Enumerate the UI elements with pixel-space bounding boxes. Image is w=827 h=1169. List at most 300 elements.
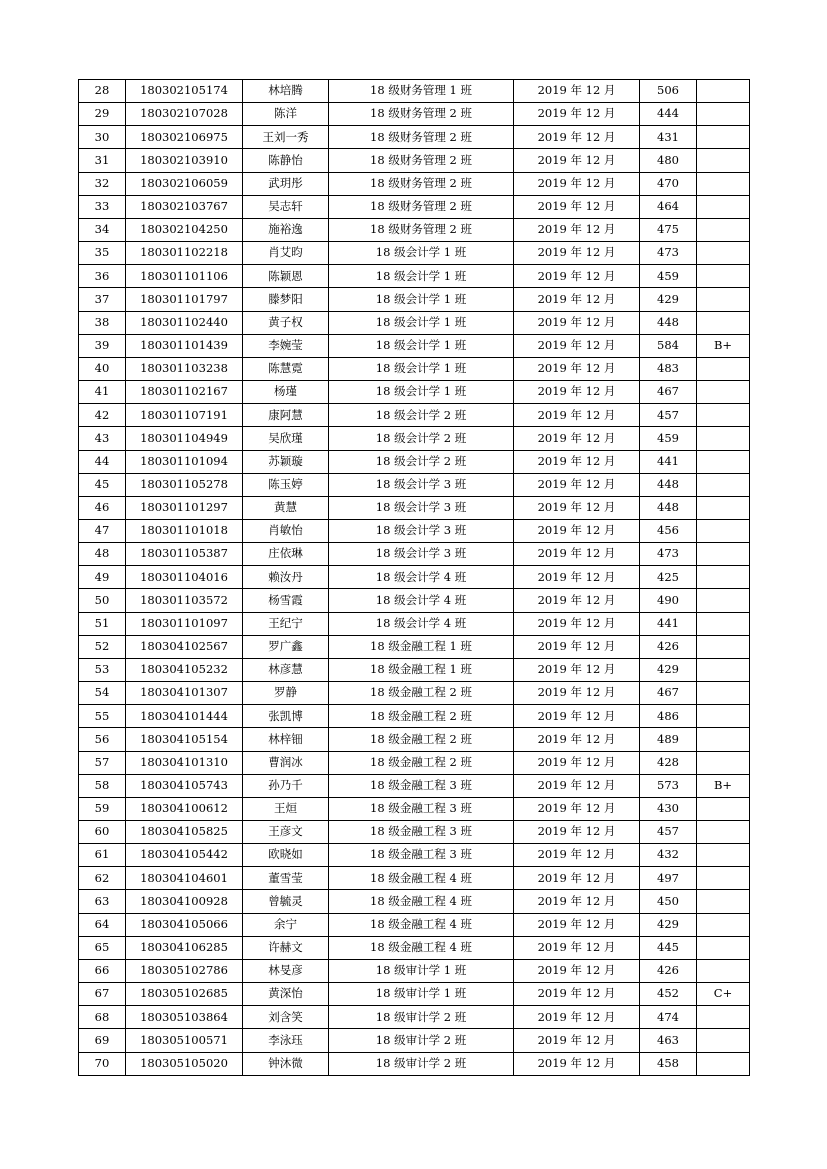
score-cell: 467 bbox=[640, 682, 697, 705]
grade-cell bbox=[697, 728, 750, 751]
student-id-cell: 180302105174 bbox=[126, 80, 243, 103]
score-cell: 506 bbox=[640, 80, 697, 103]
class-name-cell: 18 级金融工程 1 班 bbox=[329, 658, 514, 681]
student-id-cell: 180301104949 bbox=[126, 427, 243, 450]
table-row bbox=[79, 80, 750, 103]
class-name-cell: 18 级金融工程 3 班 bbox=[329, 774, 514, 797]
class-name-cell: 18 级审计学 1 班 bbox=[329, 983, 514, 1006]
class-name-cell: 18 级会计学 3 班 bbox=[329, 496, 514, 519]
row-number-cell: 48 bbox=[79, 543, 126, 566]
row-number-cell: 30 bbox=[79, 126, 126, 149]
class-name-cell: 18 级会计学 1 班 bbox=[329, 265, 514, 288]
student-id-cell: 180302103767 bbox=[126, 195, 243, 218]
row-number-cell: 46 bbox=[79, 496, 126, 519]
class-name-cell: 18 级会计学 1 班 bbox=[329, 242, 514, 265]
row-number-cell: 63 bbox=[79, 890, 126, 913]
score-cell: 473 bbox=[640, 543, 697, 566]
student-name-cell: 林培腾 bbox=[243, 80, 329, 103]
exam-date-cell: 2019 年 12 月 bbox=[514, 705, 640, 728]
table-row bbox=[79, 658, 750, 681]
student-id-cell: 180304105232 bbox=[126, 658, 243, 681]
exam-date-cell: 2019 年 12 月 bbox=[514, 149, 640, 172]
score-cell: 441 bbox=[640, 612, 697, 635]
grade-cell bbox=[697, 844, 750, 867]
score-cell: 444 bbox=[640, 103, 697, 126]
score-cell: 457 bbox=[640, 404, 697, 427]
student-name-cell: 林梓钿 bbox=[243, 728, 329, 751]
class-name-cell: 18 级会计学 2 班 bbox=[329, 427, 514, 450]
row-number-cell: 50 bbox=[79, 589, 126, 612]
row-number-cell: 45 bbox=[79, 473, 126, 496]
table-row bbox=[79, 288, 750, 311]
exam-date-cell: 2019 年 12 月 bbox=[514, 1029, 640, 1052]
row-number-cell: 34 bbox=[79, 218, 126, 241]
score-cell: 441 bbox=[640, 450, 697, 473]
exam-date-cell: 2019 年 12 月 bbox=[514, 103, 640, 126]
exam-date-cell: 2019 年 12 月 bbox=[514, 890, 640, 913]
row-number-cell: 58 bbox=[79, 774, 126, 797]
score-cell: 483 bbox=[640, 357, 697, 380]
score-cell: 429 bbox=[640, 658, 697, 681]
grade-cell bbox=[697, 126, 750, 149]
row-number-cell: 56 bbox=[79, 728, 126, 751]
grade-cell bbox=[697, 890, 750, 913]
class-name-cell: 18 级会计学 3 班 bbox=[329, 473, 514, 496]
table-row bbox=[79, 1052, 750, 1075]
grade-cell bbox=[697, 959, 750, 982]
student-name-cell: 赖汝丹 bbox=[243, 566, 329, 589]
student-id-cell: 180304101310 bbox=[126, 751, 243, 774]
exam-date-cell: 2019 年 12 月 bbox=[514, 450, 640, 473]
table-row bbox=[79, 821, 750, 844]
class-name-cell: 18 级审计学 1 班 bbox=[329, 959, 514, 982]
student-name-cell: 张凯博 bbox=[243, 705, 329, 728]
score-cell: 448 bbox=[640, 311, 697, 334]
grade-cell bbox=[697, 658, 750, 681]
class-name-cell: 18 级会计学 4 班 bbox=[329, 566, 514, 589]
grade-cell bbox=[697, 705, 750, 728]
score-cell: 429 bbox=[640, 288, 697, 311]
table-row bbox=[79, 959, 750, 982]
class-name-cell: 18 级会计学 1 班 bbox=[329, 357, 514, 380]
student-id-cell: 180304105442 bbox=[126, 844, 243, 867]
student-id-cell: 180302103910 bbox=[126, 149, 243, 172]
student-name-cell: 陈玉婷 bbox=[243, 473, 329, 496]
table-body bbox=[79, 80, 750, 1076]
exam-date-cell: 2019 年 12 月 bbox=[514, 519, 640, 542]
student-id-cell: 180305105020 bbox=[126, 1052, 243, 1075]
exam-date-cell: 2019 年 12 月 bbox=[514, 913, 640, 936]
table-row bbox=[79, 195, 750, 218]
score-cell: 448 bbox=[640, 496, 697, 519]
table-row bbox=[79, 751, 750, 774]
student-id-cell: 180304105743 bbox=[126, 774, 243, 797]
row-number-cell: 36 bbox=[79, 265, 126, 288]
student-id-cell: 180304105154 bbox=[126, 728, 243, 751]
exam-date-cell: 2019 年 12 月 bbox=[514, 404, 640, 427]
row-number-cell: 54 bbox=[79, 682, 126, 705]
row-number-cell: 70 bbox=[79, 1052, 126, 1075]
row-number-cell: 41 bbox=[79, 381, 126, 404]
table-row bbox=[79, 103, 750, 126]
exam-date-cell: 2019 年 12 月 bbox=[514, 1052, 640, 1075]
score-cell: 459 bbox=[640, 265, 697, 288]
row-number-cell: 35 bbox=[79, 242, 126, 265]
exam-date-cell: 2019 年 12 月 bbox=[514, 821, 640, 844]
class-name-cell: 18 级财务管理 1 班 bbox=[329, 80, 514, 103]
student-name-cell: 林旻彦 bbox=[243, 959, 329, 982]
student-id-cell: 180302104250 bbox=[126, 218, 243, 241]
row-number-cell: 66 bbox=[79, 959, 126, 982]
row-number-cell: 32 bbox=[79, 172, 126, 195]
student-id-cell: 180301101439 bbox=[126, 334, 243, 357]
grade-cell bbox=[697, 242, 750, 265]
row-number-cell: 57 bbox=[79, 751, 126, 774]
exam-date-cell: 2019 年 12 月 bbox=[514, 983, 640, 1006]
class-name-cell: 18 级会计学 2 班 bbox=[329, 404, 514, 427]
table-row bbox=[79, 867, 750, 890]
student-id-cell: 180305103864 bbox=[126, 1006, 243, 1029]
exam-date-cell: 2019 年 12 月 bbox=[514, 658, 640, 681]
grade-cell bbox=[697, 381, 750, 404]
grade-cell bbox=[697, 357, 750, 380]
score-cell: 456 bbox=[640, 519, 697, 542]
score-cell: 426 bbox=[640, 959, 697, 982]
exam-date-cell: 2019 年 12 月 bbox=[514, 566, 640, 589]
exam-date-cell: 2019 年 12 月 bbox=[514, 80, 640, 103]
class-name-cell: 18 级会计学 1 班 bbox=[329, 311, 514, 334]
exam-date-cell: 2019 年 12 月 bbox=[514, 126, 640, 149]
score-cell: 475 bbox=[640, 218, 697, 241]
student-name-cell: 李泳珏 bbox=[243, 1029, 329, 1052]
class-name-cell: 18 级会计学 1 班 bbox=[329, 334, 514, 357]
grade-cell bbox=[697, 751, 750, 774]
score-cell: 490 bbox=[640, 589, 697, 612]
score-cell: 463 bbox=[640, 1029, 697, 1052]
table-row bbox=[79, 797, 750, 820]
row-number-cell: 68 bbox=[79, 1006, 126, 1029]
student-name-cell: 罗静 bbox=[243, 682, 329, 705]
score-table bbox=[78, 79, 750, 1076]
student-id-cell: 180301101097 bbox=[126, 612, 243, 635]
score-cell: 426 bbox=[640, 635, 697, 658]
exam-date-cell: 2019 年 12 月 bbox=[514, 635, 640, 658]
student-id-cell: 180301105278 bbox=[126, 473, 243, 496]
grade-cell bbox=[697, 936, 750, 959]
exam-date-cell: 2019 年 12 月 bbox=[514, 936, 640, 959]
grade-cell bbox=[697, 404, 750, 427]
table-row bbox=[79, 218, 750, 241]
class-name-cell: 18 级金融工程 2 班 bbox=[329, 751, 514, 774]
exam-date-cell: 2019 年 12 月 bbox=[514, 844, 640, 867]
student-name-cell: 黄慧 bbox=[243, 496, 329, 519]
student-id-cell: 180301107191 bbox=[126, 404, 243, 427]
row-number-cell: 39 bbox=[79, 334, 126, 357]
student-id-cell: 180305102685 bbox=[126, 983, 243, 1006]
exam-date-cell: 2019 年 12 月 bbox=[514, 311, 640, 334]
class-name-cell: 18 级会计学 3 班 bbox=[329, 519, 514, 542]
student-id-cell: 180305102786 bbox=[126, 959, 243, 982]
row-number-cell: 29 bbox=[79, 103, 126, 126]
class-name-cell: 18 级会计学 2 班 bbox=[329, 450, 514, 473]
row-number-cell: 53 bbox=[79, 658, 126, 681]
student-name-cell: 董雪莹 bbox=[243, 867, 329, 890]
exam-date-cell: 2019 年 12 月 bbox=[514, 797, 640, 820]
grade-cell bbox=[697, 797, 750, 820]
class-name-cell: 18 级金融工程 1 班 bbox=[329, 635, 514, 658]
table-row bbox=[79, 705, 750, 728]
student-id-cell: 180302107028 bbox=[126, 103, 243, 126]
grade-cell bbox=[697, 496, 750, 519]
row-number-cell: 33 bbox=[79, 195, 126, 218]
score-cell: 473 bbox=[640, 242, 697, 265]
student-id-cell: 180304100928 bbox=[126, 890, 243, 913]
student-name-cell: 肖敏怡 bbox=[243, 519, 329, 542]
table-row bbox=[79, 357, 750, 380]
student-id-cell: 180301101094 bbox=[126, 450, 243, 473]
grade-cell bbox=[697, 311, 750, 334]
table-row bbox=[79, 890, 750, 913]
grade-cell bbox=[697, 195, 750, 218]
exam-date-cell: 2019 年 12 月 bbox=[514, 265, 640, 288]
row-number-cell: 69 bbox=[79, 1029, 126, 1052]
table-row bbox=[79, 311, 750, 334]
student-name-cell: 陈慧霓 bbox=[243, 357, 329, 380]
grade-cell bbox=[697, 867, 750, 890]
grade-cell bbox=[697, 149, 750, 172]
exam-date-cell: 2019 年 12 月 bbox=[514, 427, 640, 450]
student-name-cell: 吴欣瑾 bbox=[243, 427, 329, 450]
student-name-cell: 施裕逸 bbox=[243, 218, 329, 241]
table-row bbox=[79, 381, 750, 404]
class-name-cell: 18 级会计学 1 班 bbox=[329, 288, 514, 311]
exam-date-cell: 2019 年 12 月 bbox=[514, 473, 640, 496]
class-name-cell: 18 级金融工程 3 班 bbox=[329, 797, 514, 820]
table-row bbox=[79, 450, 750, 473]
score-cell: 497 bbox=[640, 867, 697, 890]
grade-cell bbox=[697, 612, 750, 635]
student-id-cell: 180305100571 bbox=[126, 1029, 243, 1052]
table-row bbox=[79, 774, 750, 797]
row-number-cell: 43 bbox=[79, 427, 126, 450]
score-cell: 474 bbox=[640, 1006, 697, 1029]
grade-cell bbox=[697, 218, 750, 241]
student-id-cell: 180301104016 bbox=[126, 566, 243, 589]
exam-date-cell: 2019 年 12 月 bbox=[514, 496, 640, 519]
score-cell: 457 bbox=[640, 821, 697, 844]
grade-cell bbox=[697, 519, 750, 542]
table-row bbox=[79, 844, 750, 867]
class-name-cell: 18 级会计学 1 班 bbox=[329, 381, 514, 404]
score-cell: 467 bbox=[640, 381, 697, 404]
class-name-cell: 18 级会计学 3 班 bbox=[329, 543, 514, 566]
row-number-cell: 61 bbox=[79, 844, 126, 867]
row-number-cell: 28 bbox=[79, 80, 126, 103]
grade-cell bbox=[697, 103, 750, 126]
row-number-cell: 62 bbox=[79, 867, 126, 890]
table-row bbox=[79, 496, 750, 519]
table-row bbox=[79, 334, 750, 357]
exam-date-cell: 2019 年 12 月 bbox=[514, 589, 640, 612]
exam-date-cell: 2019 年 12 月 bbox=[514, 959, 640, 982]
score-cell: 470 bbox=[640, 172, 697, 195]
row-number-cell: 42 bbox=[79, 404, 126, 427]
student-name-cell: 杨雪霞 bbox=[243, 589, 329, 612]
score-cell: 584 bbox=[640, 334, 697, 357]
table-row bbox=[79, 427, 750, 450]
grade-cell bbox=[697, 589, 750, 612]
table-row bbox=[79, 126, 750, 149]
row-number-cell: 52 bbox=[79, 635, 126, 658]
score-cell: 489 bbox=[640, 728, 697, 751]
score-cell: 431 bbox=[640, 126, 697, 149]
student-id-cell: 180304101444 bbox=[126, 705, 243, 728]
score-cell: 486 bbox=[640, 705, 697, 728]
student-id-cell: 180301102167 bbox=[126, 381, 243, 404]
student-name-cell: 吴志轩 bbox=[243, 195, 329, 218]
score-cell: 573 bbox=[640, 774, 697, 797]
student-name-cell: 康阿慧 bbox=[243, 404, 329, 427]
student-name-cell: 黄深怡 bbox=[243, 983, 329, 1006]
exam-date-cell: 2019 年 12 月 bbox=[514, 381, 640, 404]
score-cell: 425 bbox=[640, 566, 697, 589]
exam-date-cell: 2019 年 12 月 bbox=[514, 334, 640, 357]
class-name-cell: 18 级审计学 2 班 bbox=[329, 1052, 514, 1075]
grade-cell: B+ bbox=[697, 334, 750, 357]
student-name-cell: 庄依琳 bbox=[243, 543, 329, 566]
student-id-cell: 180301102440 bbox=[126, 311, 243, 334]
student-id-cell: 180304102567 bbox=[126, 635, 243, 658]
table-row bbox=[79, 983, 750, 1006]
exam-date-cell: 2019 年 12 月 bbox=[514, 172, 640, 195]
table-row bbox=[79, 242, 750, 265]
class-name-cell: 18 级金融工程 4 班 bbox=[329, 867, 514, 890]
student-id-cell: 180301101018 bbox=[126, 519, 243, 542]
score-cell: 450 bbox=[640, 890, 697, 913]
class-name-cell: 18 级金融工程 4 班 bbox=[329, 890, 514, 913]
exam-date-cell: 2019 年 12 月 bbox=[514, 357, 640, 380]
row-number-cell: 49 bbox=[79, 566, 126, 589]
student-id-cell: 180304106285 bbox=[126, 936, 243, 959]
class-name-cell: 18 级财务管理 2 班 bbox=[329, 149, 514, 172]
class-name-cell: 18 级金融工程 4 班 bbox=[329, 913, 514, 936]
exam-date-cell: 2019 年 12 月 bbox=[514, 242, 640, 265]
grade-cell: C+ bbox=[697, 983, 750, 1006]
grade-cell bbox=[697, 682, 750, 705]
table-row bbox=[79, 635, 750, 658]
grade-cell bbox=[697, 821, 750, 844]
student-name-cell: 王刘一秀 bbox=[243, 126, 329, 149]
score-cell: 429 bbox=[640, 913, 697, 936]
student-name-cell: 曾毓灵 bbox=[243, 890, 329, 913]
student-name-cell: 陈洋 bbox=[243, 103, 329, 126]
student-id-cell: 180304104601 bbox=[126, 867, 243, 890]
student-name-cell: 苏颖璇 bbox=[243, 450, 329, 473]
student-id-cell: 180304100612 bbox=[126, 797, 243, 820]
student-name-cell: 黄子权 bbox=[243, 311, 329, 334]
class-name-cell: 18 级财务管理 2 班 bbox=[329, 218, 514, 241]
exam-date-cell: 2019 年 12 月 bbox=[514, 218, 640, 241]
student-name-cell: 欧晓如 bbox=[243, 844, 329, 867]
table-row bbox=[79, 404, 750, 427]
score-cell: 445 bbox=[640, 936, 697, 959]
class-name-cell: 18 级金融工程 2 班 bbox=[329, 705, 514, 728]
score-cell: 432 bbox=[640, 844, 697, 867]
score-cell: 459 bbox=[640, 427, 697, 450]
class-name-cell: 18 级会计学 4 班 bbox=[329, 589, 514, 612]
table-row bbox=[79, 1029, 750, 1052]
class-name-cell: 18 级审计学 2 班 bbox=[329, 1006, 514, 1029]
class-name-cell: 18 级会计学 4 班 bbox=[329, 612, 514, 635]
table-row bbox=[79, 913, 750, 936]
exam-date-cell: 2019 年 12 月 bbox=[514, 728, 640, 751]
student-id-cell: 180304101307 bbox=[126, 682, 243, 705]
student-name-cell: 陈颖恩 bbox=[243, 265, 329, 288]
student-id-cell: 180301101106 bbox=[126, 265, 243, 288]
grade-cell bbox=[697, 80, 750, 103]
grade-cell bbox=[697, 1052, 750, 1075]
class-name-cell: 18 级金融工程 2 班 bbox=[329, 728, 514, 751]
exam-date-cell: 2019 年 12 月 bbox=[514, 288, 640, 311]
row-number-cell: 31 bbox=[79, 149, 126, 172]
grade-cell: B+ bbox=[697, 774, 750, 797]
class-name-cell: 18 级金融工程 4 班 bbox=[329, 936, 514, 959]
class-name-cell: 18 级财务管理 2 班 bbox=[329, 103, 514, 126]
student-name-cell: 罗广鑫 bbox=[243, 635, 329, 658]
table-row bbox=[79, 265, 750, 288]
table-row bbox=[79, 519, 750, 542]
exam-date-cell: 2019 年 12 月 bbox=[514, 195, 640, 218]
grade-cell bbox=[697, 288, 750, 311]
student-name-cell: 王烜 bbox=[243, 797, 329, 820]
class-name-cell: 18 级审计学 2 班 bbox=[329, 1029, 514, 1052]
grade-cell bbox=[697, 543, 750, 566]
row-number-cell: 55 bbox=[79, 705, 126, 728]
student-name-cell: 孙乃千 bbox=[243, 774, 329, 797]
table-row bbox=[79, 543, 750, 566]
row-number-cell: 64 bbox=[79, 913, 126, 936]
exam-date-cell: 2019 年 12 月 bbox=[514, 682, 640, 705]
score-cell: 448 bbox=[640, 473, 697, 496]
grade-cell bbox=[697, 635, 750, 658]
table-row bbox=[79, 682, 750, 705]
exam-date-cell: 2019 年 12 月 bbox=[514, 543, 640, 566]
row-number-cell: 47 bbox=[79, 519, 126, 542]
row-number-cell: 40 bbox=[79, 357, 126, 380]
student-name-cell: 曹润冰 bbox=[243, 751, 329, 774]
exam-date-cell: 2019 年 12 月 bbox=[514, 751, 640, 774]
student-name-cell: 刘含笑 bbox=[243, 1006, 329, 1029]
grade-cell bbox=[697, 473, 750, 496]
grade-cell bbox=[697, 265, 750, 288]
class-name-cell: 18 级财务管理 2 班 bbox=[329, 126, 514, 149]
exam-date-cell: 2019 年 12 月 bbox=[514, 867, 640, 890]
table-row bbox=[79, 612, 750, 635]
table-row bbox=[79, 149, 750, 172]
table-row bbox=[79, 566, 750, 589]
table-row bbox=[79, 1006, 750, 1029]
student-name-cell: 王彦文 bbox=[243, 821, 329, 844]
row-number-cell: 59 bbox=[79, 797, 126, 820]
row-number-cell: 60 bbox=[79, 821, 126, 844]
score-cell: 480 bbox=[640, 149, 697, 172]
score-cell: 452 bbox=[640, 983, 697, 1006]
class-name-cell: 18 级财务管理 2 班 bbox=[329, 195, 514, 218]
score-cell: 458 bbox=[640, 1052, 697, 1075]
student-name-cell: 陈静怡 bbox=[243, 149, 329, 172]
score-cell: 430 bbox=[640, 797, 697, 820]
student-name-cell: 武玥彤 bbox=[243, 172, 329, 195]
